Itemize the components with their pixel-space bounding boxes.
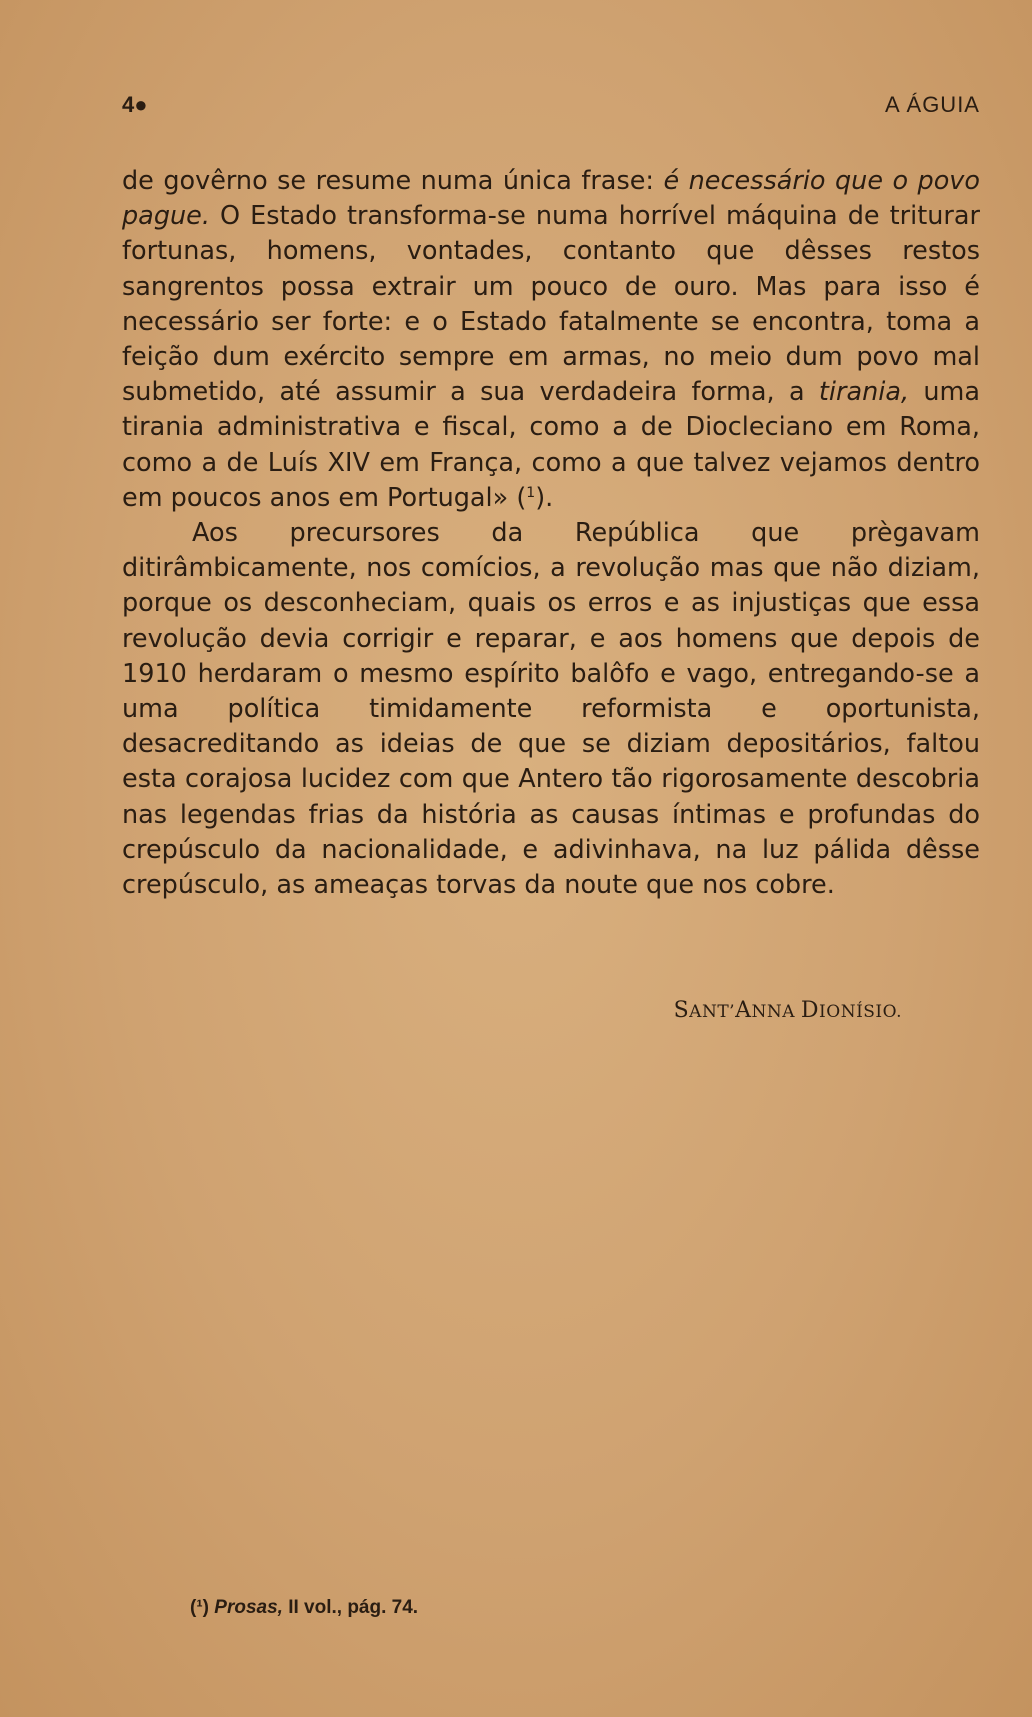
running-head: A ÁGUIA: [884, 92, 980, 117]
author-signature: [674, 998, 902, 1023]
body-text: [122, 164, 980, 903]
paragraph-2: Aos precursores da República que prègavam ditirâmbicamente, nos comícios, a revolução mas que não diziam, porque os desconheciam, quais os erros e as injustiças que essa revolução devia corrigir e reparar, e aos homens que depois de 1910 herdaram o mesmo espírito balôfo e vago, entregando-se a uma política timidamente reformista e oportunista, desacreditando as ideias de que se diziam depositários, faltou esta corajosa lucidez com que Antero tão rigorosamente descobria nas legendas frias da história as causas íntimas e profundas do crepúsculo da nacionalidade, e adivinhava, na luz pálida dêsse crepúsculo, as ameaças torvas da noute que nos cobre.: [122, 518, 980, 901]
page-number: 4●: [122, 92, 148, 117]
page-header: [122, 92, 980, 122]
paragraph-1-text-a: de govêrno se resume numa única frase:: [122, 166, 664, 196]
paragraph-1-italic-b: tirania,: [818, 377, 910, 408]
footnote-marker: (¹): [190, 1597, 209, 1618]
paragraph-1-text-d: ).: [535, 482, 554, 513]
signature-part: D: [800, 998, 820, 1023]
signature-part: ANT’: [689, 1002, 736, 1022]
signature-part: IONÍSIO.: [819, 1002, 902, 1022]
footnote-title: Prosas,: [214, 1597, 283, 1618]
paragraph-1: [122, 164, 980, 516]
signature-part: S: [673, 998, 690, 1023]
paragraph-1-text-b: O Estado transforma-se numa horrível máquina de triturar fortunas, homens, vontades, contanto que dêsses restos sangrentos possa extrair um pouco de ouro. Mas para isso é necessário ser forte: e o Estado fatalmente se encontra, toma a feição dum exército sempre em armas, no meio dum povo mal submetido, até assumir a sua verdadeira forma, a: [122, 201, 980, 408]
footnote: [190, 1597, 418, 1619]
paragraph-1-italic-a: é necessário que o povo pague.: [122, 166, 981, 232]
footnote-reference: 1: [526, 484, 536, 501]
footnote-text: II vol., pág. 74.: [282, 1597, 419, 1618]
signature-part: A: [735, 998, 752, 1023]
signature-part: NNA: [751, 1002, 801, 1022]
paragraph-1-text-c: uma tirania administrativa e fiscal, como a de Diocleciano em Roma, como a de Luís XIV em França, como a que talvez vejamos dentro em poucos anos em Portugal» (: [122, 377, 980, 513]
